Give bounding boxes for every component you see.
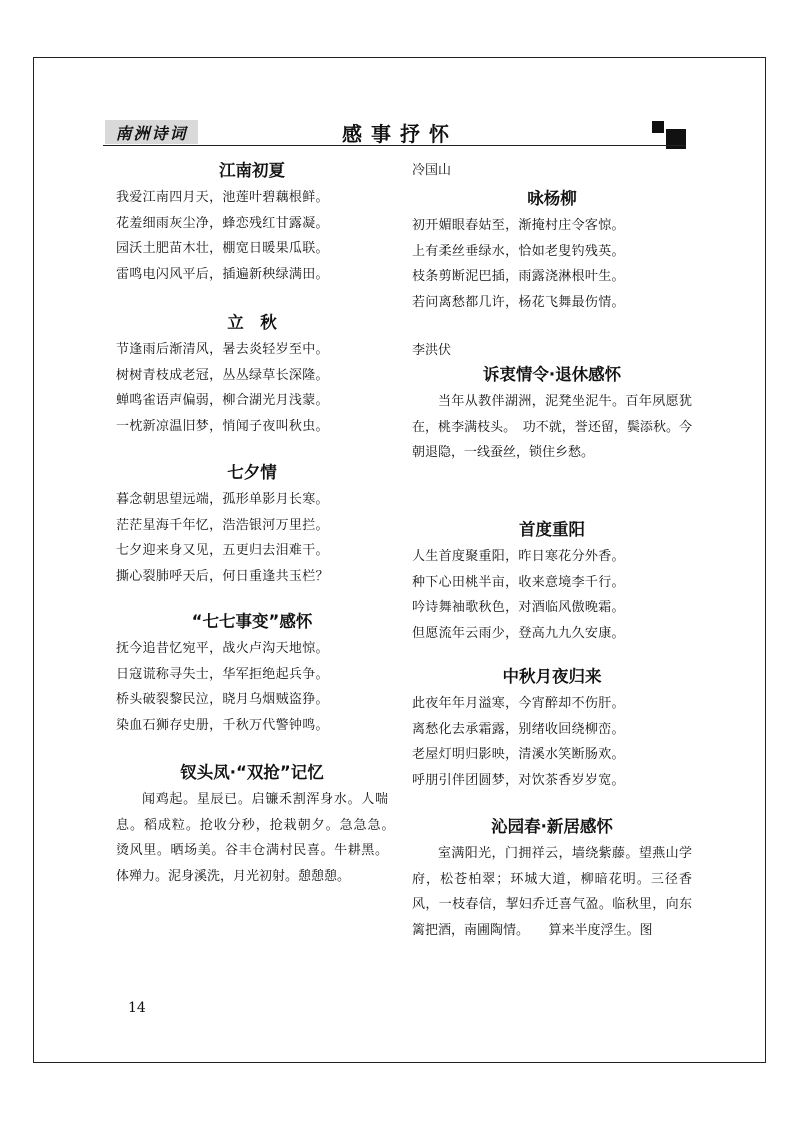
section-tag: 南洲诗词 <box>105 120 198 144</box>
poem-title: “七七事变”感怀 <box>191 612 313 631</box>
poem-zhongqiu <box>412 663 692 813</box>
poem-title: 七夕情 <box>227 463 277 482</box>
poem-qixi <box>116 459 388 608</box>
poem-line: 此夜年年月溢寒，今宵醉却不伤肝。 <box>412 696 625 711</box>
poem-line: 老屋灯明归影映，清溪水笑断肠欢。 <box>412 747 625 762</box>
poem-line: 染血石狮存史册，千秋万代警钟鸣。 <box>116 717 329 733</box>
poem-line: 人生首度聚重阳，昨日寒花分外香。 <box>412 549 625 564</box>
poem-line: 园沃土肥苗木壮，棚宽日暖果瓜联。 <box>116 241 329 256</box>
poem-text: 闻鸡起。星辰已。启镰禾割浑身水。人喘息。稻成粒。抢收分秒，抢栽朝夕。急急急。 烫风里。晒场美。谷丰仓满村民喜。牛耕黑。体殚力。泥身溪洗，月光初射。憩憩憩。 <box>116 792 415 884</box>
poem-line: 节逢雨后渐清风，暑去炎轻岁至中。 <box>116 342 329 357</box>
poem-title: 首度重阳 <box>519 520 585 539</box>
poem-line: 茫茫星海千年忆，浩浩银河万里拦。 <box>116 517 329 533</box>
page-number: 14 <box>128 1000 146 1016</box>
poem-line: 吟诗舞袖歌秋色，对酒临风傲晚霜。 <box>412 600 625 615</box>
poem-line: 桥头破裂黎民泣，晓月乌烟贼盗狰。 <box>116 692 329 707</box>
poem-suzhongqing <box>412 341 692 516</box>
poem-line: 蝉鸣雀语声偏弱，柳合湖光月浅蒙。 <box>116 393 329 408</box>
section-title: 感事抒怀 <box>342 122 458 146</box>
poem-line: 撕心裂肺呼天后，何日重逢共玉栏？ <box>116 568 329 584</box>
poem-title: 沁园春·新居感怀 <box>491 817 613 836</box>
author-name: 冷国山 <box>412 163 452 178</box>
poem-line: 花羞细雨灰尘净，蜂恋残红甘露凝。 <box>116 215 329 231</box>
poem-line: 若问离愁都几许，杨花飞舞最伤情。 <box>412 294 625 310</box>
decor-square-small <box>652 121 664 133</box>
poem-line: 离愁化去承霜露，别绪收回绕柳峦。 <box>412 721 625 737</box>
author-name: 李洪伏 <box>412 343 452 358</box>
poem-jiangnan <box>116 157 388 309</box>
poem-line: 初开媚眼春姑至，渐掩村庄令客惊。 <box>412 218 625 233</box>
poem-line: 枝条剪断泥巴插，雨露浇淋根叶生。 <box>412 269 625 284</box>
poem-title: 江南初夏 <box>219 161 285 180</box>
poem-liqiu <box>116 309 388 459</box>
poem-line: 日寇谎称寻失士，华军拒绝起兵争。 <box>116 666 329 682</box>
poem-qinyuanchun <box>412 813 692 943</box>
poem-text: 当年从教伴湖洲，泥凳坐泥牛。百年夙愿犹在，桃李满枝头。 功不就，誉还留，鬓添秋。今朝退隐，一线蚕丝，锁住乡愁。 <box>412 394 692 460</box>
poem-title: 钗头凤·“双抢”记忆 <box>180 763 324 782</box>
poem-line: 我爱江南四月天，池莲叶碧藕根鲜。 <box>116 190 329 205</box>
poem-line: 但愿流年云雨少，登高九九久安康。 <box>412 625 625 641</box>
poem-qiqi <box>116 608 388 759</box>
poem-line: 七夕迎来身又见，五更归去泪难干。 <box>116 543 329 558</box>
poem-title: 诉衷情令·退休感怀 <box>482 365 622 384</box>
poem-shoudu-chongyang <box>412 516 692 663</box>
decor-square-large <box>666 129 686 149</box>
right-column <box>412 155 692 943</box>
poem-line: 抚今追昔忆宛平，战火卢沟天地惊。 <box>116 641 329 656</box>
poem-title: 中秋月夜归来 <box>502 667 602 686</box>
left-column <box>116 155 415 889</box>
poem-line: 暮念朝思望远端，孤形单影月长寒。 <box>116 492 329 507</box>
poem-line: 树树青枝成老冠，丛丛绿草长深隆。 <box>116 367 329 383</box>
poem-line: 呼朋引伴团圆梦，对饮茶香岁岁宽。 <box>412 772 625 788</box>
poem-title: 立 秋 <box>227 313 277 332</box>
poem-line: 种下心田桃半亩，收来意境李千行。 <box>412 574 625 590</box>
poem-text: 室满阳光，门拥祥云，墙绕紫藤。望燕山学府，松苍柏翠；环城大道，柳暗花明。三径香风，一枝春信，挈妇乔迁喜气盈。临秋里，向东篱把酒，南圃陶情。 算来半度浮生。图 <box>412 846 692 938</box>
poem-title: 咏杨柳 <box>527 189 577 208</box>
poem-line: 上有柔丝垂绿水，恰如老叟钓残英。 <box>412 243 625 259</box>
header-rule <box>103 145 685 146</box>
poem-line: 雷鸣电闪风平后，插遍新秧绿满田。 <box>116 266 329 282</box>
poem-chaitoufeng <box>116 759 415 889</box>
poem-line: 一枕新凉温旧梦，悄闻子夜叫秋虫。 <box>116 418 329 434</box>
poem-yongyangliu <box>412 161 692 341</box>
